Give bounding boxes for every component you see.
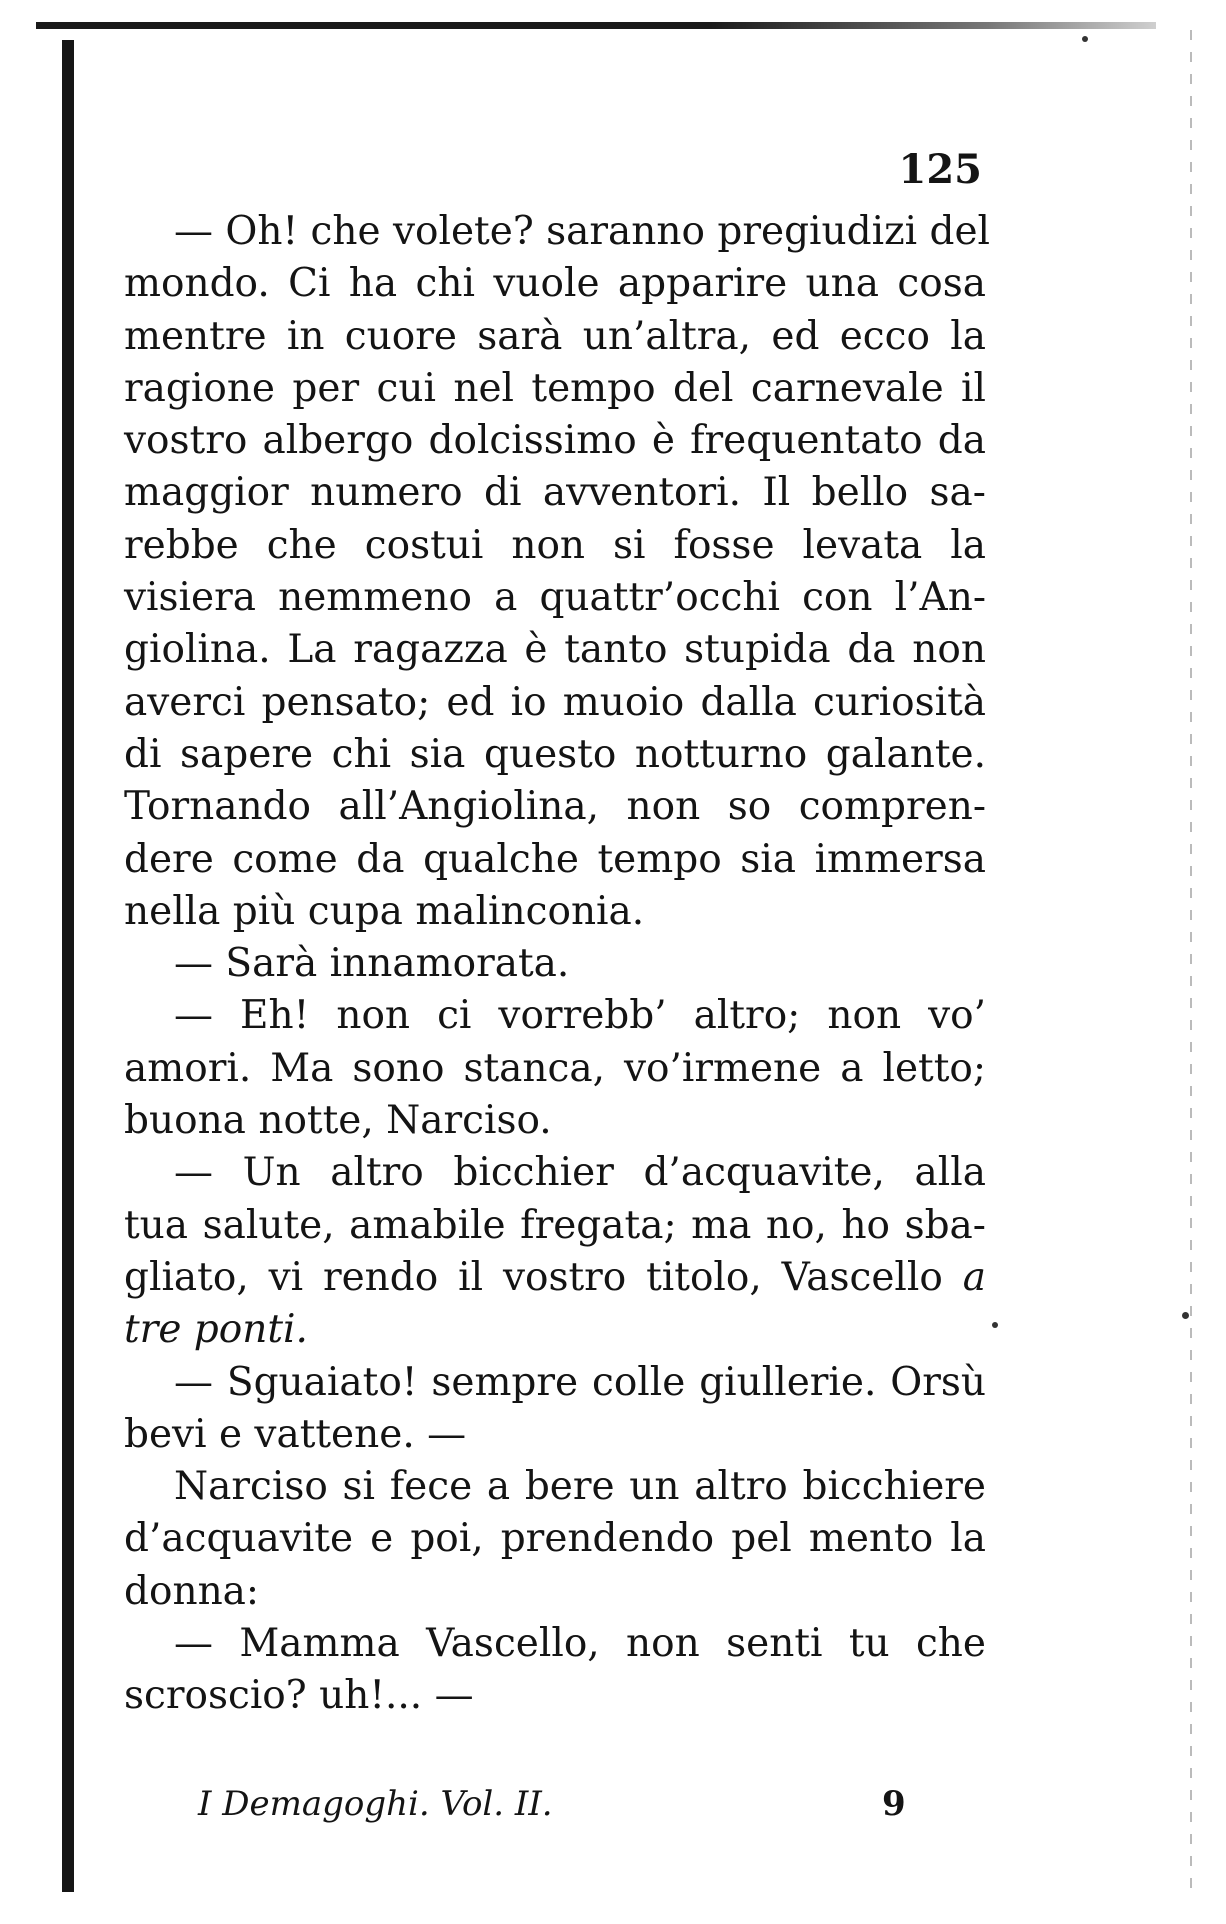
left-border-rule	[62, 40, 74, 1892]
text-line: tua salute, amabile fregata; ma no, ho sba-	[124, 1202, 986, 1248]
text-line: nella più cupa malinconia.	[124, 888, 645, 934]
text-line: visiera nemmeno a quattr’occhi con l’An-	[124, 575, 986, 621]
text-line: mondo. Ci ha chi vuole apparire una cosa	[124, 261, 986, 307]
text-line: amori. Ma sono stanca, vo’irmene a letto;	[124, 1045, 986, 1091]
footer-source-title: I Demagoghi. Vol. II.	[198, 1784, 553, 1824]
text-line: d’acquavite e poi, prendendo pel mento la	[124, 1516, 986, 1562]
top-border-rule	[36, 22, 1156, 29]
text-line: — Sguaiato! sempre colle giullerie. Orsù	[174, 1359, 986, 1405]
page-footer	[198, 1784, 918, 1834]
text-line: mentre in cuore sarà un’altra, ed ecco la	[124, 313, 986, 359]
text-line: — Mamma Vascello, non senti tu che	[174, 1621, 986, 1667]
text-line: vostro albergo dolcissimo è frequentato da	[124, 418, 986, 464]
text-line: dere come da qualche tempo sia immersa	[124, 836, 986, 882]
print-speck	[992, 1322, 998, 1328]
text-line: averci pensato; ed io muoio dalla curiosità	[124, 679, 986, 725]
text-line: buona notte, Narciso.	[124, 1098, 552, 1144]
text-line: Tornando all’Angiolina, non so compren-	[124, 784, 986, 830]
text-line: scroscio? uh!... —	[124, 1673, 474, 1719]
text-line: gliato, vi rendo il vostro titolo, Vascello a	[124, 1254, 986, 1300]
right-page-edge	[1190, 30, 1192, 1890]
text-line: di sapere chi sia questo notturno galante.	[124, 731, 986, 777]
text-line: tre ponti.	[124, 1307, 308, 1353]
text-line: giolina. La ragazza è tanto stupida da non	[124, 627, 986, 673]
text-line: ragione per cui nel tempo del carnevale il	[124, 365, 986, 411]
page-number: 125	[898, 146, 982, 193]
print-speck	[1182, 1312, 1189, 1319]
text-line: bevi e vattene. —	[124, 1411, 467, 1457]
text-line: donna:	[124, 1568, 260, 1614]
text-line: maggior numero di avventori. Il bello sa-	[124, 470, 986, 516]
body-text	[124, 206, 991, 1723]
text-line: — Un altro bicchier d’acquavite, alla	[174, 1150, 986, 1196]
signature-mark: 9	[882, 1784, 906, 1824]
text-line: Narciso si fece a bere un altro bicchiere	[174, 1464, 986, 1510]
text-line: — Sarà innamorata.	[174, 941, 570, 987]
print-speck	[1082, 36, 1088, 42]
text-line: — Oh! che volete? saranno pregiudizi del	[174, 209, 991, 254]
text-line: rebbe che costui non si fosse levata la	[124, 522, 986, 568]
text-line: — Eh! non ci vorrebb’ altro; non vo’	[174, 993, 986, 1039]
